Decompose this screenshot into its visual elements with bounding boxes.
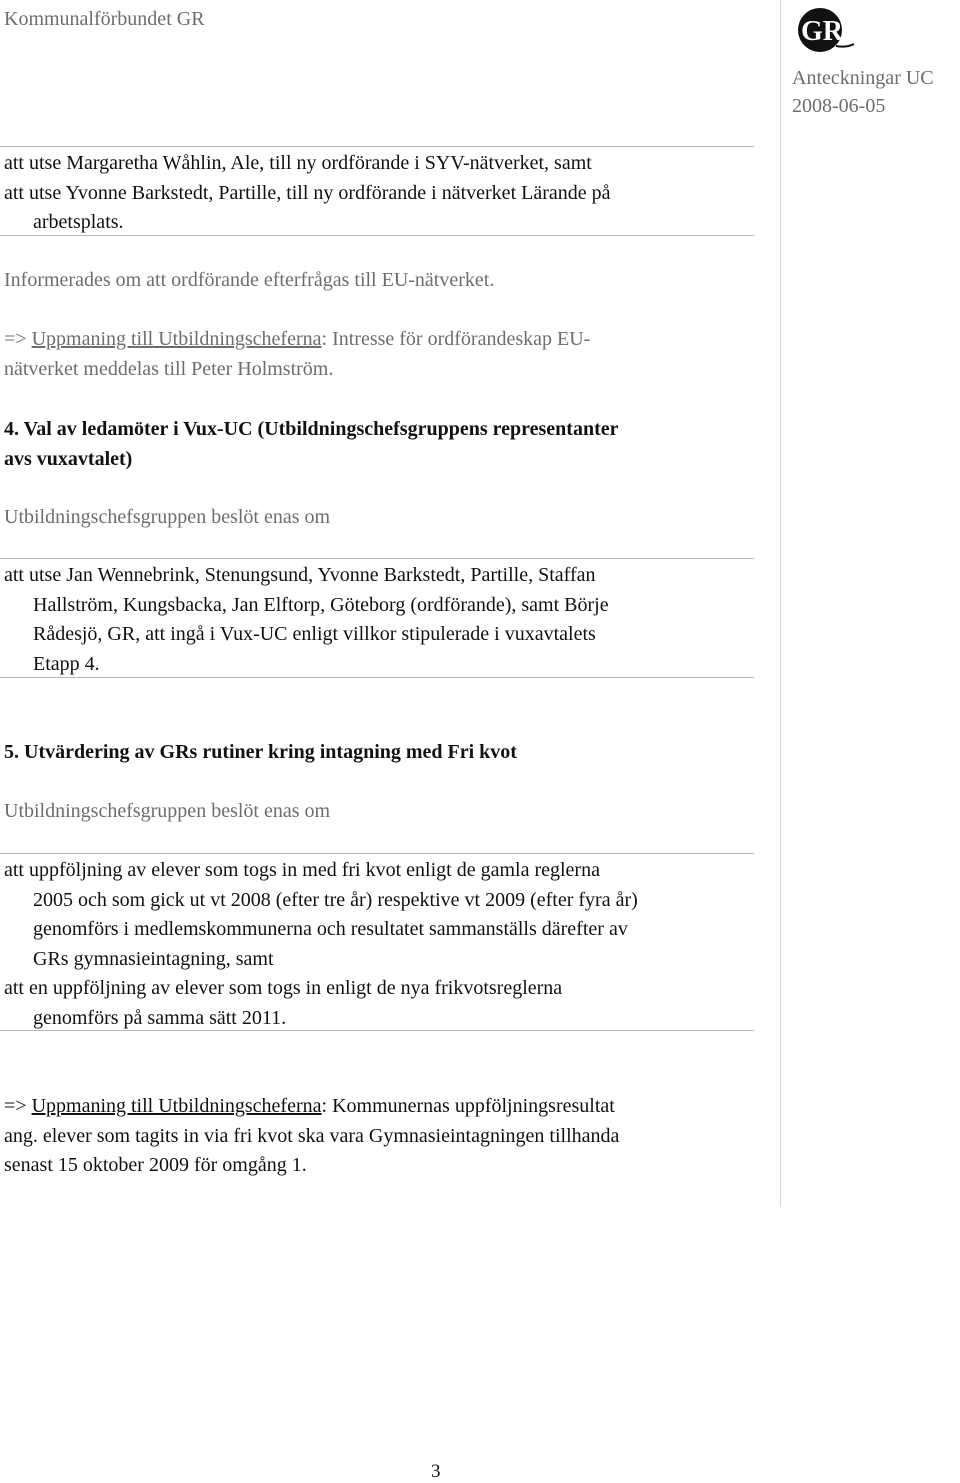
decision-line: Hallström, Kungsbacka, Jan Elftorp, Göteborg (ordförande), samt Börje: [33, 593, 609, 616]
section-5-heading: 5. Utvärdering av GRs rutiner kring intagning med Fri kvot: [4, 741, 517, 763]
section-4-decision: Utbildningschefsgruppen beslöt enas om: [4, 506, 331, 528]
directive-text: nätverket meddelas till Peter Holmström.: [4, 357, 334, 380]
section-4-heading: [4, 415, 619, 474]
directive-text: : Kommunernas uppföljningsresultat: [321, 1095, 615, 1117]
doc-title: Anteckningar UC: [792, 67, 934, 89]
decision-line: att en uppföljning av elever som togs in enligt de nya frikvotsreglerna: [4, 977, 563, 999]
vertical-divider: [780, 0, 781, 1207]
section-5-text: [4, 856, 638, 1033]
decision-line: att uppföljning av elever som togs in med fri kvot enligt de gamla reglerna: [4, 859, 600, 881]
divider: [0, 1030, 754, 1031]
decision-line: Rådesjö, GR, att ingå i Vux-UC enligt villkor stipulerade i vuxavtalets: [33, 623, 596, 645]
directive-text: senast 15 oktober 2009 för omgång 1.: [4, 1154, 307, 1176]
arrow-text: =>: [4, 328, 27, 350]
page-number: 3: [431, 1461, 441, 1482]
divider: [0, 853, 754, 854]
divider: [0, 235, 754, 236]
directive-target: Uppmaning till Utbildningscheferna: [31, 328, 322, 350]
section-4-text: [4, 561, 609, 679]
divider: [0, 558, 754, 559]
decision-line: GRs gymnasieintagning, samt: [33, 947, 274, 970]
gr-logo-text: GR: [801, 16, 843, 47]
decision-line: 2005 och som gick ut vt 2008 (efter tre år) respektive vt 2009 (efter fyra år): [33, 888, 638, 911]
decision-line: genomförs på samma sätt 2011.: [33, 1006, 287, 1029]
directive-text: : Intresse för ordförandeskap EU-: [321, 328, 591, 350]
doc-date: 2008-06-05: [792, 95, 886, 117]
directive-target: Uppmaning till Utbildningscheferna: [31, 1095, 322, 1117]
directive-1: [4, 325, 590, 384]
directive-text: ang. elever som tagits in via fri kvot ska vara Gymnasieintagningen tillhanda: [4, 1124, 620, 1147]
block1-text: [4, 149, 611, 238]
decision-line: att utse Yvonne Barkstedt, Partille, till ny ordförande i nätverket Lärande på: [4, 181, 611, 204]
divider: [0, 677, 754, 678]
heading-line: 4. Val av ledamöter i Vux-UC (Utbildningschefsgruppens representanter: [4, 418, 619, 440]
decision-line: arbetsplats.: [33, 211, 124, 233]
gr-logo: [796, 6, 856, 54]
decision-line: att utse Margaretha Wåhlin, Ale, till ny ordförande i SYV-nätverket, samt: [4, 152, 592, 174]
org-name: Kommunalförbundet GR: [4, 8, 205, 30]
decision-line: Etapp 4.: [33, 652, 100, 675]
info-text: Informerades om att ordförande efterfrågas till EU-nätverket.: [4, 269, 495, 291]
decision-line: genomförs i medlemskommunerna och resultatet sammanställs därefter av: [33, 918, 628, 940]
directive-2: [4, 1092, 619, 1181]
decision-line: att utse Jan Wennebrink, Stenungsund, Yvonne Barkstedt, Partille, Staffan: [4, 564, 596, 586]
arrow-text: =>: [4, 1095, 27, 1117]
divider: [0, 146, 754, 147]
heading-line: avs vuxavtalet): [4, 447, 133, 470]
section-5-decision: Utbildningschefsgruppen beslöt enas om: [4, 800, 331, 822]
